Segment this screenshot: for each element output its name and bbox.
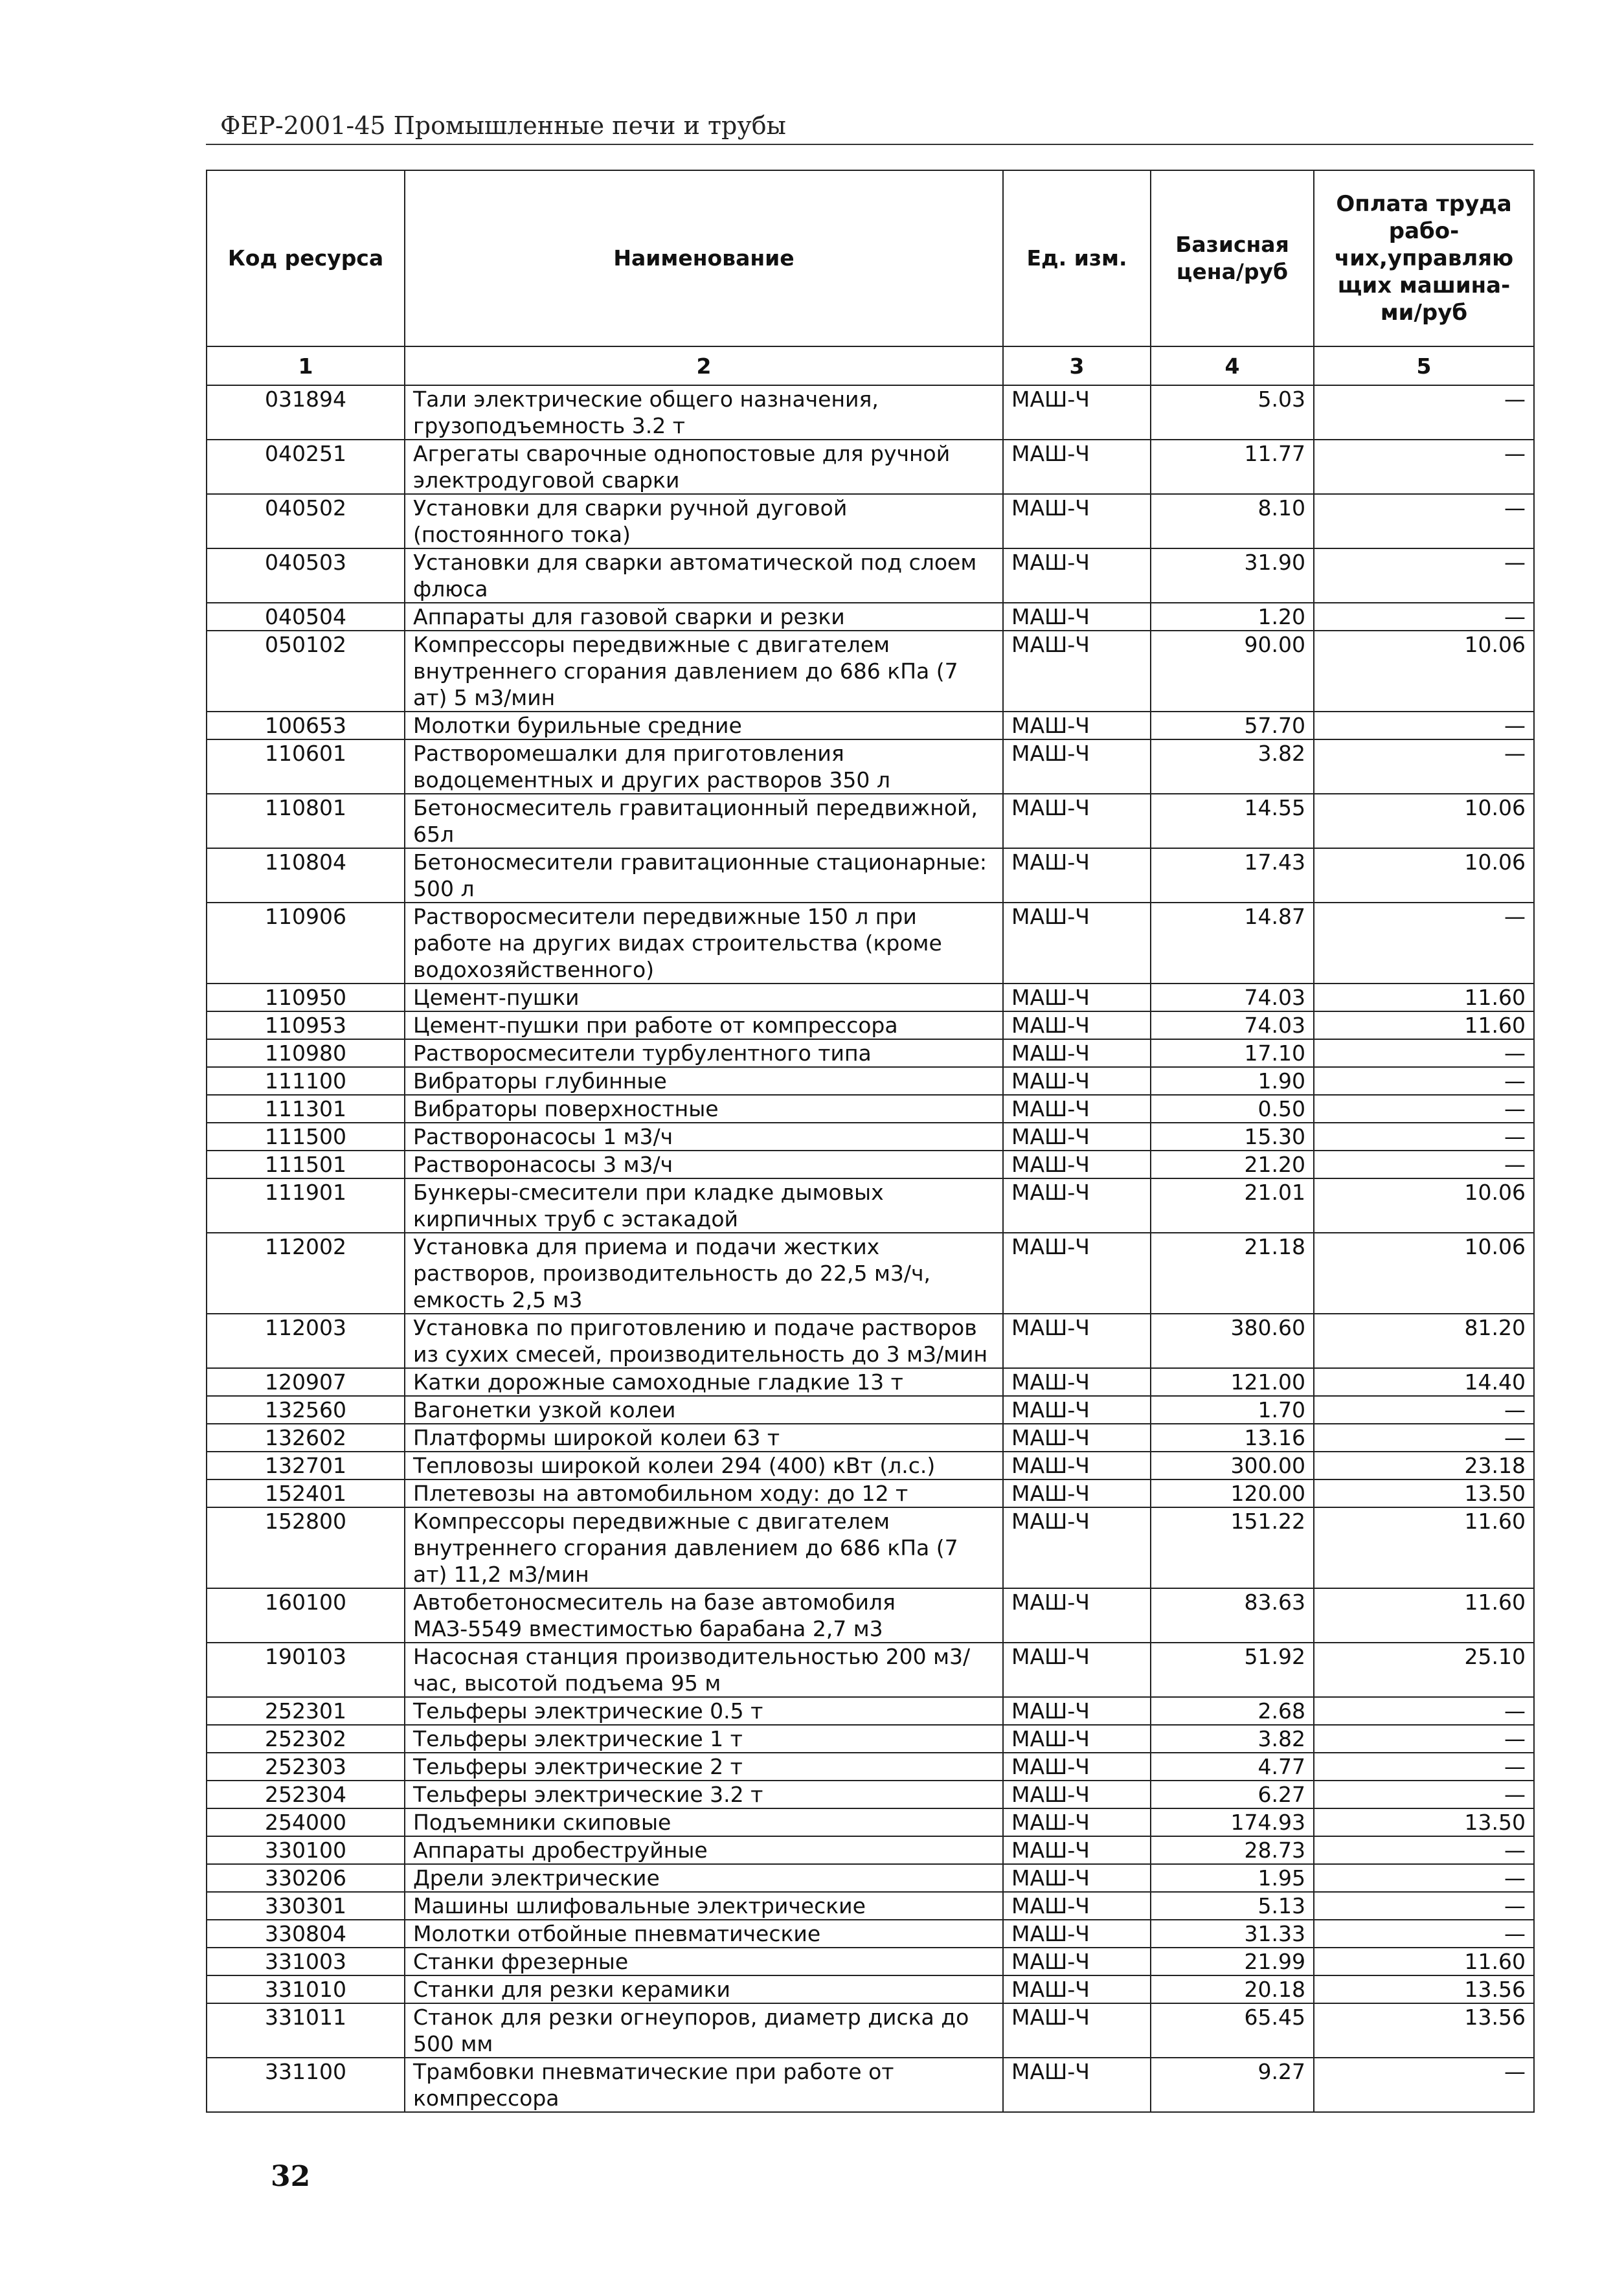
operator-pay: 11.60 bbox=[1314, 984, 1534, 1011]
operator-pay: — bbox=[1314, 1864, 1534, 1892]
resource-code: 031894 bbox=[207, 385, 405, 440]
unit-of-measure: МАШ-Ч bbox=[1003, 631, 1151, 712]
base-price: 21.99 bbox=[1151, 1948, 1314, 1975]
resource-code: 330100 bbox=[207, 1836, 405, 1864]
base-price: 21.18 bbox=[1151, 1233, 1314, 1314]
column-number: 5 bbox=[1314, 346, 1534, 385]
resource-name: Вагонетки узкой колеи bbox=[405, 1396, 1003, 1424]
resource-code: 252303 bbox=[207, 1753, 405, 1781]
resource-code: 330804 bbox=[207, 1920, 405, 1948]
operator-pay: — bbox=[1314, 1920, 1534, 1948]
resource-name: Тепловозы широкой колеи 294 (400) кВт (л.с.) bbox=[405, 1452, 1003, 1479]
base-price: 8.10 bbox=[1151, 494, 1314, 548]
resource-name: Компрессоры передвижные с двигателем внутреннего сгорания давлением до 686 кПа (7 ат) 11,2 м3/мин bbox=[405, 1507, 1003, 1588]
resource-name: Компрессоры передвижные с двигателем внутреннего сгорания давлением до 686 кПа (7 ат) 5 м3/мин bbox=[405, 631, 1003, 712]
table-row bbox=[207, 1233, 1534, 1314]
resource-name: Аппараты дробеструйные bbox=[405, 1836, 1003, 1864]
resource-name: Цемент-пушки при работе от компрессора bbox=[405, 1011, 1003, 1039]
resource-name: Установка для приема и подачи жестких растворов, производительность до 22,5 м3/ч, емкость 2,5 м3 bbox=[405, 1233, 1003, 1314]
resource-code: 112003 bbox=[207, 1314, 405, 1368]
resource-code: 110980 bbox=[207, 1039, 405, 1067]
unit-of-measure: МАШ-Ч bbox=[1003, 548, 1151, 603]
base-price: 17.43 bbox=[1151, 848, 1314, 903]
unit-of-measure: МАШ-Ч bbox=[1003, 1507, 1151, 1588]
page-number: 32 bbox=[271, 2160, 311, 2193]
table-row bbox=[207, 1178, 1534, 1233]
resource-code: 132701 bbox=[207, 1452, 405, 1479]
resource-code: 120907 bbox=[207, 1368, 405, 1396]
operator-pay: — bbox=[1314, 1424, 1534, 1452]
resource-code: 111501 bbox=[207, 1151, 405, 1178]
unit-of-measure: МАШ-Ч bbox=[1003, 1864, 1151, 1892]
resource-code: 050102 bbox=[207, 631, 405, 712]
table-row bbox=[207, 984, 1534, 1011]
resource-code: 152800 bbox=[207, 1507, 405, 1588]
base-price: 14.55 bbox=[1151, 794, 1314, 848]
resource-code: 330301 bbox=[207, 1892, 405, 1920]
unit-of-measure: МАШ-Ч bbox=[1003, 2003, 1151, 2058]
unit-of-measure: МАШ-Ч bbox=[1003, 1011, 1151, 1039]
table-row bbox=[207, 1011, 1534, 1039]
table-row bbox=[207, 794, 1534, 848]
base-price: 1.20 bbox=[1151, 603, 1314, 631]
operator-pay: — bbox=[1314, 1095, 1534, 1123]
resource-name: Станок для резки огнеупоров, диаметр диска до 500 мм bbox=[405, 2003, 1003, 2058]
resource-code: 110953 bbox=[207, 1011, 405, 1039]
base-price: 174.93 bbox=[1151, 1808, 1314, 1836]
base-price: 121.00 bbox=[1151, 1368, 1314, 1396]
resource-name: Катки дорожные самоходные гладкие 13 т bbox=[405, 1368, 1003, 1396]
column-number: 2 bbox=[405, 346, 1003, 385]
resource-name: Станки фрезерные bbox=[405, 1948, 1003, 1975]
resource-code: 111100 bbox=[207, 1067, 405, 1095]
unit-of-measure: МАШ-Ч bbox=[1003, 1452, 1151, 1479]
header-code: Код ресурса bbox=[207, 170, 405, 346]
operator-pay: — bbox=[1314, 1725, 1534, 1753]
resource-code: 111301 bbox=[207, 1095, 405, 1123]
table-row bbox=[207, 1424, 1534, 1452]
table-row bbox=[207, 1314, 1534, 1368]
header-name: Наименование bbox=[405, 170, 1003, 346]
unit-of-measure: МАШ-Ч bbox=[1003, 903, 1151, 984]
header-price: Базисная цена/руб bbox=[1151, 170, 1314, 346]
column-number: 1 bbox=[207, 346, 405, 385]
operator-pay: — bbox=[1314, 712, 1534, 739]
table-row bbox=[207, 848, 1534, 903]
base-price: 65.45 bbox=[1151, 2003, 1314, 2058]
operator-pay: 13.56 bbox=[1314, 1975, 1534, 2003]
column-number: 4 bbox=[1151, 346, 1314, 385]
resource-code: 112002 bbox=[207, 1233, 405, 1314]
table-row bbox=[207, 1697, 1534, 1725]
base-price: 83.63 bbox=[1151, 1588, 1314, 1643]
base-price: 5.13 bbox=[1151, 1892, 1314, 1920]
operator-pay: — bbox=[1314, 1067, 1534, 1095]
resource-code: 132560 bbox=[207, 1396, 405, 1424]
resource-code: 110601 bbox=[207, 739, 405, 794]
resource-code: 100653 bbox=[207, 712, 405, 739]
operator-pay: 13.50 bbox=[1314, 1479, 1534, 1507]
resource-code: 252302 bbox=[207, 1725, 405, 1753]
table-row bbox=[207, 1836, 1534, 1864]
operator-pay: 11.60 bbox=[1314, 1588, 1534, 1643]
resource-code: 110801 bbox=[207, 794, 405, 848]
operator-pay: — bbox=[1314, 1753, 1534, 1781]
table-row bbox=[207, 1781, 1534, 1808]
base-price: 3.82 bbox=[1151, 1725, 1314, 1753]
operator-pay: 11.60 bbox=[1314, 1507, 1534, 1588]
base-price: 4.77 bbox=[1151, 1753, 1314, 1781]
table-row bbox=[207, 1808, 1534, 1836]
resource-name: Цемент-пушки bbox=[405, 984, 1003, 1011]
table-row bbox=[207, 1095, 1534, 1123]
header-pay: Оплата труда рабо-чих,управляю щих машина-ми/руб bbox=[1314, 170, 1534, 346]
operator-pay: — bbox=[1314, 1123, 1534, 1151]
table-row bbox=[207, 1452, 1534, 1479]
resource-code: 331003 bbox=[207, 1948, 405, 1975]
base-price: 1.95 bbox=[1151, 1864, 1314, 1892]
resource-code: 252304 bbox=[207, 1781, 405, 1808]
base-price: 11.77 bbox=[1151, 440, 1314, 494]
unit-of-measure: МАШ-Ч bbox=[1003, 1697, 1151, 1725]
resource-name: Тали электрические общего назначения, грузоподъемность 3.2 т bbox=[405, 385, 1003, 440]
resource-code: 152401 bbox=[207, 1479, 405, 1507]
resource-code: 040251 bbox=[207, 440, 405, 494]
base-price: 21.01 bbox=[1151, 1178, 1314, 1233]
resource-name: Насосная станция производительностью 200 м3/час, высотой подъема 95 м bbox=[405, 1643, 1003, 1697]
table-row bbox=[207, 1507, 1534, 1588]
base-price: 15.30 bbox=[1151, 1123, 1314, 1151]
resource-code: 040503 bbox=[207, 548, 405, 603]
base-price: 90.00 bbox=[1151, 631, 1314, 712]
resource-name: Растворосмесители передвижные 150 л при работе на других видах строительства (кроме водохозяйственного) bbox=[405, 903, 1003, 984]
base-price: 20.18 bbox=[1151, 1975, 1314, 2003]
unit-of-measure: МАШ-Ч bbox=[1003, 1836, 1151, 1864]
resource-name: Растворонасосы 3 м3/ч bbox=[405, 1151, 1003, 1178]
resource-name: Установки для сварки ручной дуговой (постоянного тока) bbox=[405, 494, 1003, 548]
unit-of-measure: МАШ-Ч bbox=[1003, 1178, 1151, 1233]
unit-of-measure: МАШ-Ч bbox=[1003, 1948, 1151, 1975]
base-price: 74.03 bbox=[1151, 984, 1314, 1011]
unit-of-measure: МАШ-Ч bbox=[1003, 1368, 1151, 1396]
resource-code: 331010 bbox=[207, 1975, 405, 2003]
resource-code: 252301 bbox=[207, 1697, 405, 1725]
header-rule bbox=[206, 144, 1533, 145]
base-price: 17.10 bbox=[1151, 1039, 1314, 1067]
base-price: 2.68 bbox=[1151, 1697, 1314, 1725]
operator-pay: 10.06 bbox=[1314, 1178, 1534, 1233]
table-row bbox=[207, 494, 1534, 548]
table-row bbox=[207, 1039, 1534, 1067]
resource-name: Тельферы электрические 3.2 т bbox=[405, 1781, 1003, 1808]
operator-pay: — bbox=[1314, 1396, 1534, 1424]
resource-code: 110804 bbox=[207, 848, 405, 903]
operator-pay: — bbox=[1314, 739, 1534, 794]
table-row bbox=[207, 1643, 1534, 1697]
resource-name: Вибраторы глубинные bbox=[405, 1067, 1003, 1095]
unit-of-measure: МАШ-Ч bbox=[1003, 794, 1151, 848]
base-price: 120.00 bbox=[1151, 1479, 1314, 1507]
operator-pay: 81.20 bbox=[1314, 1314, 1534, 1368]
operator-pay: — bbox=[1314, 1892, 1534, 1920]
resource-code: 111500 bbox=[207, 1123, 405, 1151]
resource-name: Тельферы электрические 2 т bbox=[405, 1753, 1003, 1781]
operator-pay: — bbox=[1314, 1697, 1534, 1725]
operator-pay: 10.06 bbox=[1314, 848, 1534, 903]
resource-name: Дрели электрические bbox=[405, 1864, 1003, 1892]
unit-of-measure: МАШ-Ч bbox=[1003, 1479, 1151, 1507]
base-price: 31.90 bbox=[1151, 548, 1314, 603]
table-row bbox=[207, 1123, 1534, 1151]
unit-of-measure: МАШ-Ч bbox=[1003, 385, 1151, 440]
operator-pay: — bbox=[1314, 1039, 1534, 1067]
table-row bbox=[207, 1368, 1534, 1396]
operator-pay: — bbox=[1314, 1781, 1534, 1808]
base-price: 1.90 bbox=[1151, 1067, 1314, 1095]
column-number: 3 bbox=[1003, 346, 1151, 385]
resource-code: 190103 bbox=[207, 1643, 405, 1697]
resource-name: Установки для сварки автоматической под слоем флюса bbox=[405, 548, 1003, 603]
table-row bbox=[207, 903, 1534, 984]
unit-of-measure: МАШ-Ч bbox=[1003, 440, 1151, 494]
base-price: 14.87 bbox=[1151, 903, 1314, 984]
table-row bbox=[207, 2058, 1534, 2112]
unit-of-measure: МАШ-Ч bbox=[1003, 1920, 1151, 1948]
unit-of-measure: МАШ-Ч bbox=[1003, 1314, 1151, 1368]
resource-name: Тельферы электрические 0.5 т bbox=[405, 1697, 1003, 1725]
unit-of-measure: МАШ-Ч bbox=[1003, 494, 1151, 548]
operator-pay: — bbox=[1314, 1151, 1534, 1178]
base-price: 5.03 bbox=[1151, 385, 1314, 440]
resource-code: 330206 bbox=[207, 1864, 405, 1892]
table-row bbox=[207, 1975, 1534, 2003]
unit-of-measure: МАШ-Ч bbox=[1003, 1396, 1151, 1424]
resource-code: 160100 bbox=[207, 1588, 405, 1643]
base-price: 13.16 bbox=[1151, 1424, 1314, 1452]
table-row bbox=[207, 1396, 1534, 1424]
resource-code: 110906 bbox=[207, 903, 405, 984]
resource-code: 111901 bbox=[207, 1178, 405, 1233]
resource-name: Установка по приготовлению и подаче растворов из сухих смесей, производительность до 3 м3/мин bbox=[405, 1314, 1003, 1368]
operator-pay: — bbox=[1314, 385, 1534, 440]
resource-name: Бункеры-смесители при кладке дымовых кирпичных труб с эстакадой bbox=[405, 1178, 1003, 1233]
operator-pay: 23.18 bbox=[1314, 1452, 1534, 1479]
operator-pay: — bbox=[1314, 494, 1534, 548]
resource-name: Автобетоносмеситель на базе автомобиля МАЗ-5549 вместимостью барабана 2,7 м3 bbox=[405, 1588, 1003, 1643]
table-row bbox=[207, 1479, 1534, 1507]
table-row bbox=[207, 440, 1534, 494]
resource-name: Станки для резки керамики bbox=[405, 1975, 1003, 2003]
base-price: 300.00 bbox=[1151, 1452, 1314, 1479]
header-unit: Ед. изм. bbox=[1003, 170, 1151, 346]
base-price: 0.50 bbox=[1151, 1095, 1314, 1123]
operator-pay: 11.60 bbox=[1314, 1948, 1534, 1975]
unit-of-measure: МАШ-Ч bbox=[1003, 1123, 1151, 1151]
base-price: 31.33 bbox=[1151, 1920, 1314, 1948]
column-number-row bbox=[207, 346, 1534, 385]
base-price: 6.27 bbox=[1151, 1781, 1314, 1808]
resource-name: Подъемники скиповые bbox=[405, 1808, 1003, 1836]
base-price: 51.92 bbox=[1151, 1643, 1314, 1697]
table-row bbox=[207, 385, 1534, 440]
table-row bbox=[207, 548, 1534, 603]
base-price: 74.03 bbox=[1151, 1011, 1314, 1039]
resource-name: Бетоносмеситель гравитационный передвижной, 65л bbox=[405, 794, 1003, 848]
resource-name: Растворонасосы 1 м3/ч bbox=[405, 1123, 1003, 1151]
unit-of-measure: МАШ-Ч bbox=[1003, 984, 1151, 1011]
resource-name: Платформы широкой колеи 63 т bbox=[405, 1424, 1003, 1452]
operator-pay: 25.10 bbox=[1314, 1643, 1534, 1697]
table-row bbox=[207, 1892, 1534, 1920]
operator-pay: — bbox=[1314, 2058, 1534, 2112]
resource-name: Плетевозы на автомобильном ходу: до 12 т bbox=[405, 1479, 1003, 1507]
operator-pay: 13.56 bbox=[1314, 2003, 1534, 2058]
base-price: 9.27 bbox=[1151, 2058, 1314, 2112]
table-row bbox=[207, 2003, 1534, 2058]
table-row bbox=[207, 1588, 1534, 1643]
resource-name: Аппараты для газовой сварки и резки bbox=[405, 603, 1003, 631]
unit-of-measure: МАШ-Ч bbox=[1003, 1588, 1151, 1643]
table-row bbox=[207, 1753, 1534, 1781]
resource-code: 132602 bbox=[207, 1424, 405, 1452]
table-header-row bbox=[207, 170, 1534, 346]
base-price: 21.20 bbox=[1151, 1151, 1314, 1178]
operator-pay: 13.50 bbox=[1314, 1808, 1534, 1836]
operator-pay: — bbox=[1314, 603, 1534, 631]
table-row bbox=[207, 1725, 1534, 1753]
unit-of-measure: МАШ-Ч bbox=[1003, 848, 1151, 903]
base-price: 1.70 bbox=[1151, 1396, 1314, 1424]
operator-pay: — bbox=[1314, 903, 1534, 984]
running-head: ФЕР-2001-45 Промышленные печи и трубы bbox=[220, 111, 786, 140]
resource-name: Молотки отбойные пневматические bbox=[405, 1920, 1003, 1948]
table-row bbox=[207, 1067, 1534, 1095]
table-row bbox=[207, 1948, 1534, 1975]
table-row bbox=[207, 712, 1534, 739]
resource-code: 110950 bbox=[207, 984, 405, 1011]
resource-code: 040502 bbox=[207, 494, 405, 548]
resource-code: 331100 bbox=[207, 2058, 405, 2112]
resource-code: 254000 bbox=[207, 1808, 405, 1836]
resource-name: Растворомешалки для приготовления водоцементных и других растворов 350 л bbox=[405, 739, 1003, 794]
resource-table bbox=[206, 170, 1535, 2113]
unit-of-measure: МАШ-Ч bbox=[1003, 1233, 1151, 1314]
operator-pay: 10.06 bbox=[1314, 794, 1534, 848]
operator-pay: 10.06 bbox=[1314, 1233, 1534, 1314]
table-row bbox=[207, 739, 1534, 794]
unit-of-measure: МАШ-Ч bbox=[1003, 1067, 1151, 1095]
resource-name: Тельферы электрические 1 т bbox=[405, 1725, 1003, 1753]
operator-pay: — bbox=[1314, 1836, 1534, 1864]
resource-name: Растворосмесители турбулентного типа bbox=[405, 1039, 1003, 1067]
unit-of-measure: МАШ-Ч bbox=[1003, 1039, 1151, 1067]
unit-of-measure: МАШ-Ч bbox=[1003, 603, 1151, 631]
base-price: 28.73 bbox=[1151, 1836, 1314, 1864]
operator-pay: 11.60 bbox=[1314, 1011, 1534, 1039]
unit-of-measure: МАШ-Ч bbox=[1003, 1753, 1151, 1781]
unit-of-measure: МАШ-Ч bbox=[1003, 2058, 1151, 2112]
table-row bbox=[207, 1920, 1534, 1948]
base-price: 3.82 bbox=[1151, 739, 1314, 794]
resource-name: Машины шлифовальные электрические bbox=[405, 1892, 1003, 1920]
table-row bbox=[207, 631, 1534, 712]
resource-name: Вибраторы поверхностные bbox=[405, 1095, 1003, 1123]
resource-name: Трамбовки пневматические при работе от компрессора bbox=[405, 2058, 1003, 2112]
table-row bbox=[207, 1864, 1534, 1892]
unit-of-measure: МАШ-Ч bbox=[1003, 1151, 1151, 1178]
resource-name: Агрегаты сварочные однопостовые для ручной электродуговой сварки bbox=[405, 440, 1003, 494]
base-price: 57.70 bbox=[1151, 712, 1314, 739]
resource-code: 331011 bbox=[207, 2003, 405, 2058]
table-row bbox=[207, 1151, 1534, 1178]
unit-of-measure: МАШ-Ч bbox=[1003, 712, 1151, 739]
operator-pay: 10.06 bbox=[1314, 631, 1534, 712]
unit-of-measure: МАШ-Ч bbox=[1003, 1892, 1151, 1920]
operator-pay: — bbox=[1314, 440, 1534, 494]
unit-of-measure: МАШ-Ч bbox=[1003, 1643, 1151, 1697]
base-price: 151.22 bbox=[1151, 1507, 1314, 1588]
unit-of-measure: МАШ-Ч bbox=[1003, 1725, 1151, 1753]
table-row bbox=[207, 603, 1534, 631]
unit-of-measure: МАШ-Ч bbox=[1003, 739, 1151, 794]
resource-name: Бетоносмесители гравитационные стационарные: 500 л bbox=[405, 848, 1003, 903]
unit-of-measure: МАШ-Ч bbox=[1003, 1095, 1151, 1123]
base-price: 380.60 bbox=[1151, 1314, 1314, 1368]
unit-of-measure: МАШ-Ч bbox=[1003, 1975, 1151, 2003]
unit-of-measure: МАШ-Ч bbox=[1003, 1781, 1151, 1808]
operator-pay: 14.40 bbox=[1314, 1368, 1534, 1396]
resource-name: Молотки бурильные средние bbox=[405, 712, 1003, 739]
unit-of-measure: МАШ-Ч bbox=[1003, 1424, 1151, 1452]
resource-code: 040504 bbox=[207, 603, 405, 631]
unit-of-measure: МАШ-Ч bbox=[1003, 1808, 1151, 1836]
operator-pay: — bbox=[1314, 548, 1534, 603]
